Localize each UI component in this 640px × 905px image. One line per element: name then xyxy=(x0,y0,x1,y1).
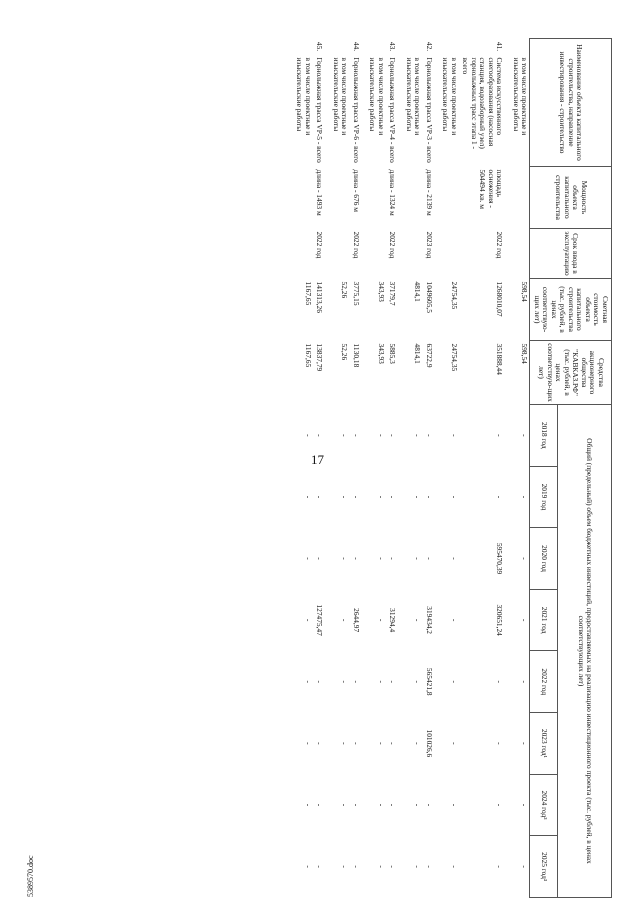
row-year-value: - xyxy=(495,680,505,683)
row-funds: 598,54 xyxy=(520,343,530,364)
row-year-value: - xyxy=(315,742,325,745)
row-year-value: - xyxy=(388,742,398,745)
table-row xyxy=(509,39,530,898)
row-year-value: - xyxy=(520,803,530,807)
row-term: 2022 год xyxy=(495,231,505,259)
row-cost: 24754,35 xyxy=(449,281,459,310)
row-year-value: - xyxy=(449,434,459,437)
row-year-value: - xyxy=(413,865,423,868)
table-body xyxy=(293,39,530,898)
row-year-value: - xyxy=(388,434,398,437)
row-year-value: - xyxy=(315,865,325,868)
header-term: Срок ввода в эксплуатацию xyxy=(530,229,612,279)
row-cost: 141313,26 xyxy=(315,281,325,313)
row-year-value: - xyxy=(340,434,350,437)
row-capacity xyxy=(329,167,349,229)
header-year: 2024 год³ xyxy=(530,774,558,836)
table-header xyxy=(530,39,612,898)
row-name: в том числе проектные и изыскательские работы xyxy=(331,57,350,136)
row-year-value: - xyxy=(340,803,350,807)
row-year-value: - xyxy=(303,618,313,622)
row-year-value: - xyxy=(449,495,459,499)
table-row xyxy=(386,39,403,898)
row-year-value: - xyxy=(424,495,434,499)
header-investment: Общий (предельный) объем бюджетных инвестиций, предоставляемых на реализацию инвестиционного проекта (тыс. рублей, в ценах соответствующих лет) xyxy=(558,405,612,898)
row-funds: 343,93 xyxy=(376,343,386,364)
row-year-value: - xyxy=(376,434,386,437)
row-year-value: - xyxy=(388,495,398,499)
row-capacity xyxy=(366,167,386,229)
header-year: 2020 год xyxy=(530,528,558,590)
row-capacity xyxy=(293,167,313,229)
row-number xyxy=(509,39,530,55)
row-funds: 1130,18 xyxy=(351,343,361,368)
row-year-value: - xyxy=(376,680,386,683)
row-year-value: - xyxy=(388,557,398,560)
row-year-value: - xyxy=(520,618,530,622)
row-year-value: - xyxy=(449,742,459,745)
row-year-value: - xyxy=(520,742,530,745)
row-year-value: - xyxy=(424,865,434,868)
table-row xyxy=(293,39,313,898)
header-year: 2025 год³ xyxy=(530,836,558,898)
row-term xyxy=(366,229,386,279)
row-year-value: 319434,2 xyxy=(424,606,434,634)
row-year-value: - xyxy=(413,680,423,683)
row-year-value: - xyxy=(449,557,459,560)
row-term xyxy=(509,229,530,279)
row-capacity: длина - 1493 м xyxy=(315,169,325,216)
row-year-value: - xyxy=(413,495,423,499)
page-number: 17 xyxy=(311,452,324,467)
header-capacity: Мощность объекта капитального строительства xyxy=(530,167,612,229)
row-year-value: - xyxy=(520,865,530,868)
row-year-value: - xyxy=(351,495,361,499)
row-year-value: 127475,47 xyxy=(315,604,325,636)
header-funds: Средства акционерного общества "КАВКАЗ.РФ" (тыс. рублей, в ценах соответствую-щих лет) xyxy=(530,341,612,405)
header-year: 2019 год xyxy=(530,466,558,528)
row-term xyxy=(402,229,422,279)
row-year-value: - xyxy=(424,557,434,560)
row-name: в том числе проектные и изыскательские работы xyxy=(368,57,386,136)
row-year-value: - xyxy=(495,742,505,745)
row-year-value: - xyxy=(520,434,530,437)
row-year-value: - xyxy=(449,680,459,683)
row-year-value: - xyxy=(340,742,350,745)
row-year-value: 101026,6 xyxy=(424,729,434,758)
row-term xyxy=(293,229,313,279)
row-year-value: - xyxy=(351,742,361,745)
row-name: в том числе проектные и изыскательские работы xyxy=(295,57,313,136)
header-year: 2021 год xyxy=(530,589,558,651)
row-funds: 1167,65 xyxy=(303,343,313,368)
row-year-value: - xyxy=(495,865,505,868)
row-year-value: - xyxy=(413,557,423,560)
row-name: в том числе проектные и изыскательские работы xyxy=(441,57,459,136)
row-number xyxy=(439,39,459,55)
table-row xyxy=(402,39,422,898)
row-funds: 24754,35 xyxy=(449,343,459,372)
row-capacity xyxy=(509,167,530,229)
row-year-value: - xyxy=(388,680,398,683)
row-year-value: - xyxy=(303,742,313,745)
row-name: в том числе проектные и изыскательские работы xyxy=(511,57,530,136)
table-row xyxy=(422,39,439,898)
row-year-value: - xyxy=(520,495,530,499)
row-term xyxy=(329,229,349,279)
row-year-value: - xyxy=(376,803,386,807)
investment-table xyxy=(293,38,612,898)
row-year-value: - xyxy=(340,557,350,560)
rotated-table-container xyxy=(42,38,612,898)
row-year-value: - xyxy=(449,618,459,622)
row-year-value: - xyxy=(351,803,361,807)
row-capacity xyxy=(402,167,422,229)
row-year-value: - xyxy=(351,680,361,683)
row-funds: 63722,9 xyxy=(424,343,434,368)
row-capacity: длина - 676 м xyxy=(351,169,361,212)
row-year-value: - xyxy=(520,680,530,683)
row-number: 43. xyxy=(388,41,398,52)
row-cost: 3775,15 xyxy=(351,281,361,306)
header-year: 2018 год xyxy=(530,405,558,467)
row-year-value: - xyxy=(303,495,313,499)
row-year-value: - xyxy=(376,742,386,745)
table-row xyxy=(366,39,386,898)
header-year: 2023 год¹ xyxy=(530,713,558,775)
row-capacity: длина - 1324 м xyxy=(388,169,398,216)
row-number: 42. xyxy=(424,41,434,52)
row-year-value: - xyxy=(376,865,386,868)
header-name: Наименование объекта капитального строительства, направление инвестирования - строительство xyxy=(530,39,612,167)
row-number: 45. xyxy=(315,41,325,52)
row-name: Горнолыжная трасса VP-4 - всего xyxy=(388,57,398,163)
row-term xyxy=(439,229,459,279)
row-year-value: - xyxy=(303,865,313,868)
row-year-value: - xyxy=(449,865,459,868)
row-year-value: - xyxy=(340,618,350,622)
row-year-value: 2644,97 xyxy=(351,608,361,633)
row-cost: 52,26 xyxy=(340,281,350,299)
table-row xyxy=(349,39,366,898)
row-year-value: 320651,24 xyxy=(495,604,505,636)
row-number: 44. xyxy=(351,41,361,52)
row-number xyxy=(293,39,313,55)
row-year-value: - xyxy=(340,495,350,499)
row-year-value: - xyxy=(413,803,423,807)
row-year-value: - xyxy=(315,495,325,499)
row-cost: 4814,1 xyxy=(413,281,423,302)
row-year-value: - xyxy=(315,680,325,683)
row-term: 2022 год xyxy=(315,231,325,259)
row-cost: 1167,65 xyxy=(303,281,313,306)
row-cost: 1049605,5 xyxy=(424,281,434,313)
row-year-value: - xyxy=(315,557,325,560)
row-year-value: - xyxy=(424,434,434,437)
row-number xyxy=(329,39,349,55)
row-year-value: - xyxy=(520,557,530,560)
document-id: 5389570.doc xyxy=(26,855,35,897)
table-row xyxy=(329,39,349,898)
row-term: 2022 год xyxy=(351,231,361,259)
row-year-value: - xyxy=(449,803,459,807)
row-year-value: - xyxy=(351,557,361,560)
row-year-value: - xyxy=(315,803,325,807)
row-year-value: - xyxy=(376,618,386,622)
row-year-value: - xyxy=(351,865,361,868)
row-term: 2022 год xyxy=(388,231,398,259)
row-number xyxy=(366,39,386,55)
row-number xyxy=(402,39,422,55)
row-cost: 598,54 xyxy=(520,281,530,302)
row-year-value: - xyxy=(351,434,361,437)
row-cost: 37179,7 xyxy=(388,281,398,306)
row-capacity: длина - 2139 м xyxy=(424,169,434,216)
row-name: Система искусственного снегообразования (насосная станция, водозаборный узел) горнолыжных трасс этапа 1 - всего xyxy=(461,57,505,149)
row-year-value: - xyxy=(303,680,313,683)
row-year-value: - xyxy=(424,803,434,807)
row-year-value: - xyxy=(413,434,423,437)
table-row xyxy=(439,39,459,898)
row-year-value: - xyxy=(340,865,350,868)
row-year-value: - xyxy=(388,865,398,868)
row-capacity xyxy=(439,167,459,229)
row-cost: 343,93 xyxy=(376,281,386,302)
row-year-value: - xyxy=(315,434,325,437)
row-term: 2023 год xyxy=(424,231,434,259)
row-funds: 13837,79 xyxy=(315,343,325,372)
row-number: 41. xyxy=(495,41,505,52)
row-year-value: 595470,39 xyxy=(495,542,505,575)
row-year-value: - xyxy=(303,557,313,560)
row-funds: 5885,3 xyxy=(388,343,398,364)
table-row xyxy=(459,39,510,898)
row-year-value: - xyxy=(388,803,398,807)
header-cost: Сметная стоимость объекта капитального строительства (тыс. рублей, в ценах соответствую-щих лет) xyxy=(530,279,612,341)
row-name: Горнолыжная трасса VP-5 - всего xyxy=(315,57,325,163)
row-year-value: - xyxy=(303,803,313,807)
row-year-value: - xyxy=(413,742,423,745)
row-name: Горнолыжная трасса VP-3 - всего xyxy=(424,57,434,163)
row-year-value: - xyxy=(376,495,386,499)
header-year: 2022 год xyxy=(530,651,558,713)
row-year-value: - xyxy=(413,618,423,622)
row-funds: 351888,44 xyxy=(495,343,505,375)
table-row xyxy=(313,39,330,898)
row-year-value: - xyxy=(340,680,350,683)
row-year-value: 565421,8 xyxy=(424,667,434,696)
row-cost: 1268010,07 xyxy=(495,281,505,317)
row-name: в том числе проектные и изыскательские работы xyxy=(404,57,423,136)
row-year-value: - xyxy=(376,557,386,560)
row-year-value: - xyxy=(495,803,505,807)
row-year-value: - xyxy=(495,495,505,499)
row-year-value: - xyxy=(303,434,313,437)
row-funds: 4814,1 xyxy=(413,343,423,364)
row-capacity: площадь оснежения - 504494 кв. м xyxy=(478,169,505,209)
row-name: Горнолыжная трасса VP-6 - всего xyxy=(351,57,361,163)
row-year-value: - xyxy=(495,434,505,437)
row-funds: 52,26 xyxy=(340,343,350,361)
row-year-value: 31294,4 xyxy=(388,608,398,633)
